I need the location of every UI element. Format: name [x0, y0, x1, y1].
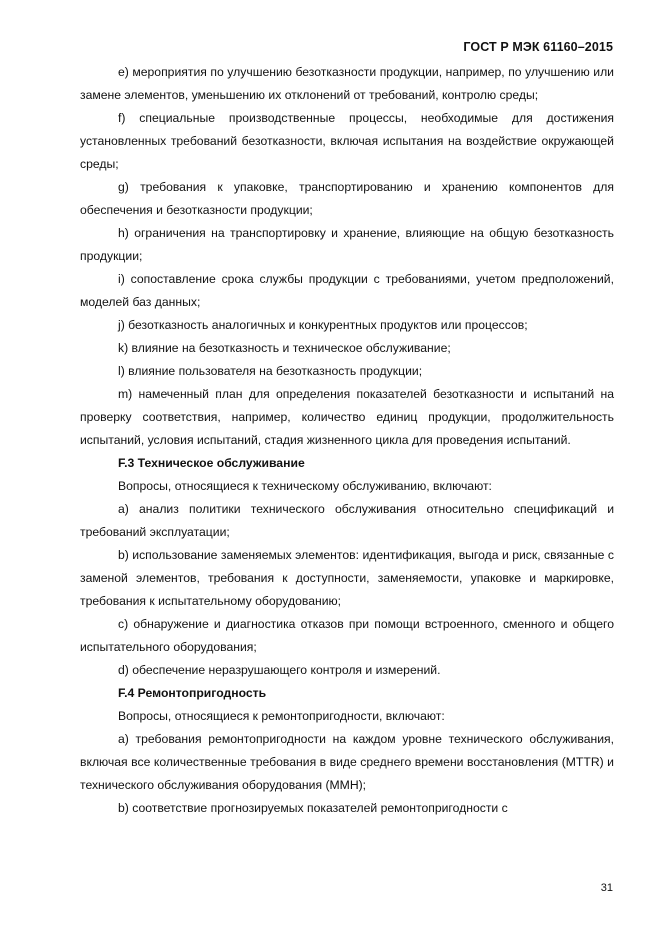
list-item-h: h) ограничения на транспортировку и хранение, влияющие на общую безотказность продукции;	[80, 226, 614, 263]
document-header: ГОСТ Р МЭК 61160–2015	[463, 40, 613, 54]
section-intro-f4: Вопросы, относящиеся к ремонтопригодности, включают:	[118, 709, 445, 723]
list-item-f3-b: b) использование заменяемых элементов: идентификация, выгода и риск, связанные с заменой элементов, требования к доступности, заменяемости, упаковке и маркировке, требования к испытательному оборудованию;	[80, 548, 614, 608]
list-item-f3-c: c) обнаружение и диагностика отказов при помощи встроенного, сменного и общего испытательного оборудования;	[80, 617, 614, 654]
list-item-i: i) сопоставление срока службы продукции с требованиями, учетом предположений, моделей баз данных;	[80, 272, 614, 309]
section-heading-f3: F.3 Техническое обслуживание	[118, 456, 305, 470]
list-item-f4-a: а) требования ремонтопригодности на каждом уровне технического обслуживания, включая все количественные требования в виде среднего времени восстановления (MTTR) и технического обслуживания оборудования (MMH);	[80, 732, 614, 792]
list-item-f3-d: d) обеспечение неразрушающего контроля и измерений.	[118, 663, 441, 677]
list-item-m: m) намеченный план для определения показателей безотказности и испытаний на проверку соответствия, например, количество единиц продукции, продолжительность испытаний, условия испытаний, стадия жизненного цикла для проведения испытаний.	[80, 387, 614, 447]
list-item-g: g) требования к упаковке, транспортированию и хранению компонентов для обеспечения и безотказности продукции;	[80, 180, 614, 217]
page-number: 31	[600, 882, 613, 894]
section-heading-f4: F.4 Ремонтопригодность	[118, 686, 267, 700]
list-item-l: l) влияние пользователя на безотказность продукции;	[118, 364, 423, 378]
section-intro-f3: Вопросы, относящиеся к техническому обслуживанию, включают:	[118, 479, 492, 493]
list-item-f: f) специальные производственные процессы, необходимые для достижения установленных требований безотказности, включая испытания на воздействие окружающей среды;	[80, 111, 614, 171]
list-item-e: е) мероприятия по улучшению безотказности продукции, например, по улучшению или замене элементов, уменьшению их отклонений от требований, контролю среды;	[80, 65, 614, 102]
list-item-k: k) влияние на безотказность и техническое обслуживание;	[118, 341, 451, 355]
list-item-j: j) безотказность аналогичных и конкурентных продуктов или процессов;	[118, 318, 528, 332]
document-body	[80, 61, 614, 820]
list-item-f4-b: b) соответствие прогнозируемых показателей ремонтопригодности с	[118, 801, 508, 815]
list-item-f3-a: а) анализ политики технического обслуживания относительно спецификаций и требований эксплуатации;	[80, 502, 614, 539]
